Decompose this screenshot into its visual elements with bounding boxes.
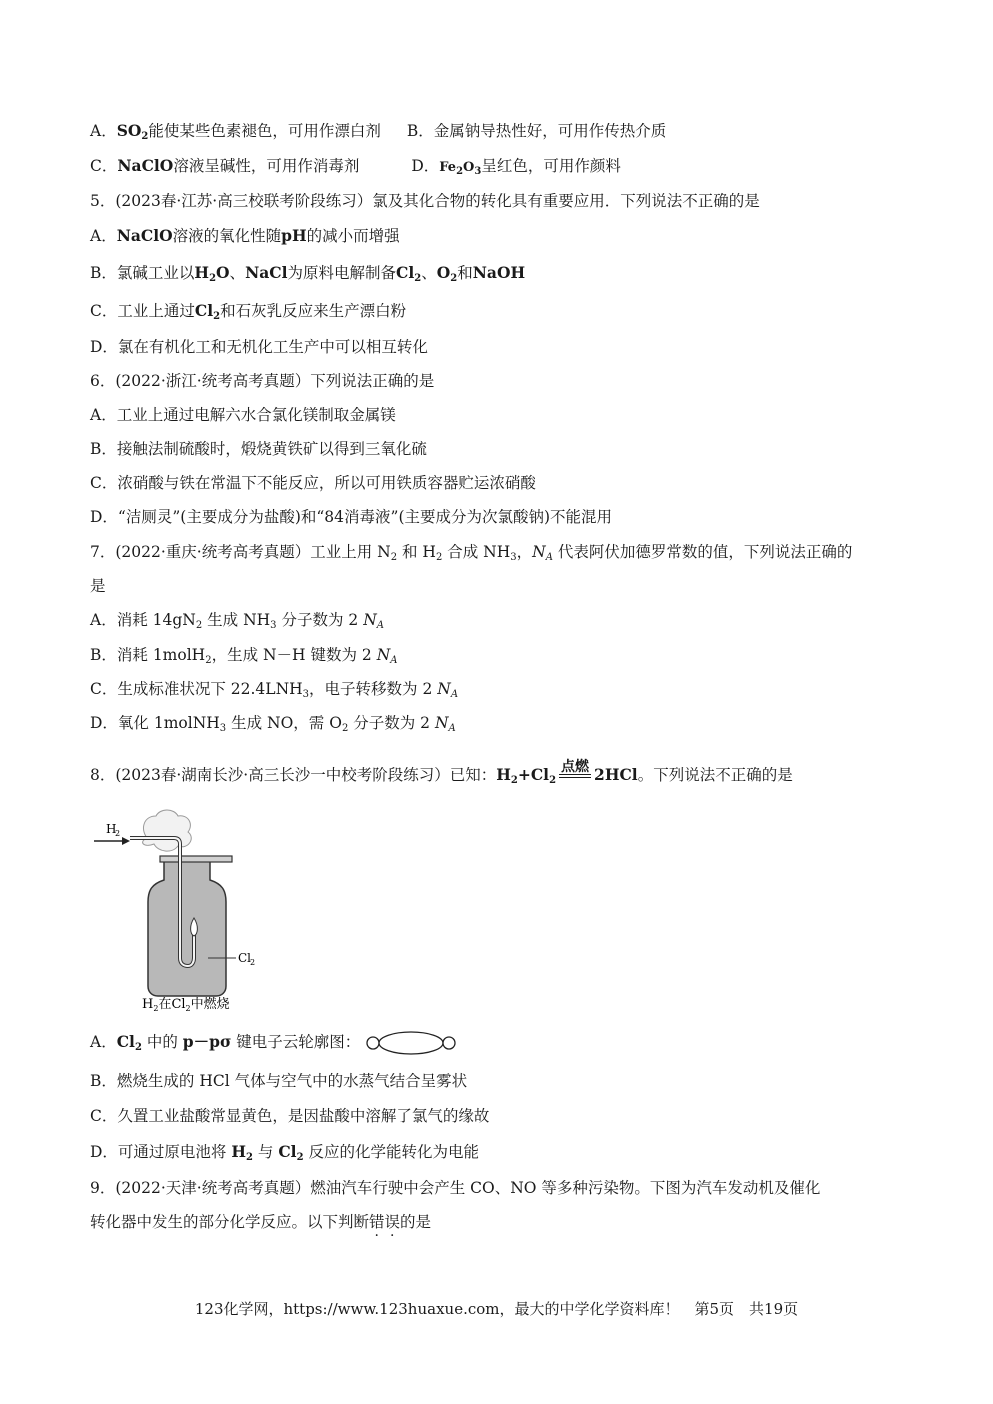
figure-caption: $H_2$在$Cl_2$中燃烧: [142, 997, 230, 1013]
option-row-2: C．NaClO溶液呈碱性，可用作消毒剂 D．$Fe_2O_3$呈红色，可用作颜料: [90, 156, 621, 177]
question-5-stem: 5．(2023春·江苏·高三校联考阶段练习）氯及其化合物的转化具有重要应用．下列说法不正确的是: [90, 192, 760, 210]
reaction-condition: 点燃: [559, 760, 591, 792]
question-5-option-a: A．NaClO溶液的氧化性随pH的减小而增强: [90, 226, 400, 245]
question-9-stem-cont: 转化器中发生的部分化学反应。以下判断错误的是: [90, 1213, 432, 1231]
question-5-option-b: B．氯碱工业以$H_2O$、NaCl为原料电解制备$Cl_2$、$O_2$和NaOH: [90, 263, 526, 284]
question-6-option-c: C．浓硝酸与铁在常温下不能反应，所以可用铁质容器贮运浓硝酸: [90, 474, 536, 492]
formula-so2: SO: [116, 121, 142, 140]
question-7-stem: 7．(2022·重庆·统考高考真题）工业上用 $N_2$ 和 $H_2$ 合成 $NH_3$，$N_A$ 代表阿伏加德罗常数的值，下列说法正确的: [90, 543, 853, 563]
arrow-icon: [122, 837, 130, 845]
question-5-option-c: C．工业上通过$Cl_2$和石灰乳反应来生产漂白粉: [90, 301, 407, 322]
question-7-option-c: C．生成标准状况下 $22.4LNH_3$，电子转移数为 2 $N_A$: [90, 680, 459, 700]
option-c-text: 溶液呈碱性，可用作消毒剂: [173, 157, 360, 175]
smoke-cloud: [143, 810, 192, 851]
question-5-option-d: D．氯在有机化工和无机化工生产中可以相互转化: [90, 338, 428, 356]
question-6-option-b: B．接触法制硫酸时，煅烧黄铁矿以得到三氧化硫: [90, 440, 427, 458]
question-8-option-c: C．久置工业盐酸常显黄色，是因盐酸中溶解了氯气的缘故: [90, 1107, 490, 1125]
question-9-stem: 9．(2022·天津·统考高考真题）燃油汽车行驶中会产生 CO、NO 等多种污染物。下图为汽车发动机及催化: [90, 1179, 821, 1197]
option-a-letter: A．: [90, 122, 117, 140]
option-a-text: 能使某些色素褪色，可用作漂白剂: [148, 122, 381, 140]
formula-naclo: NaClO: [117, 156, 174, 175]
question-8-stem: 8．(2023春·湖南长沙·高三长沙一中校考阶段练习）已知：$H_2+Cl_2$ 点燃 2HCl。下列说法不正确的是: [90, 760, 793, 792]
stopper-plate: [160, 856, 232, 862]
gas-bottle: [148, 858, 226, 996]
option-row-1: A．$SO_2$能使某些色素褪色，可用作漂白剂 B．金属钠导热性好，可用作传热介质: [90, 121, 667, 142]
svg-text:2: 2: [250, 958, 256, 967]
formula-fe2o3: Fe: [439, 160, 457, 175]
svg-text:2: 2: [115, 829, 121, 838]
question-8-option-d: D．可通过原电池将 $H_2$ 与 $Cl_2$ 反应的化学能转化为电能: [90, 1142, 479, 1163]
question-8-option-b: B．燃烧生成的 HCl 气体与空气中的水蒸气结合呈雾状: [90, 1072, 468, 1090]
question-8-option-a: A．$Cl_2$ 中的 p－pσ 键电子云轮廓图：: [90, 1031, 457, 1055]
question-7-option-a: A．消耗 $14gN_2$ 生成 $NH_3$ 分子数为 2 $N_A$: [90, 611, 384, 631]
h2-label: H: [106, 822, 117, 836]
question-7-option-b: B．消耗 1molH$_2$，生成 N－H 键数为 2 $N_A$: [90, 646, 398, 666]
question-6-option-d: D．“洁厕灵”(主要成分为盐酸)和“84消毒液”(主要成分为次氯酸钠)不能混用: [90, 508, 613, 526]
question-7-stem-cont: 是: [90, 577, 106, 595]
option-d-text: 呈红色，可用作颜料: [481, 157, 621, 175]
cl2-label: Cl: [238, 951, 252, 965]
question-6-option-a: A．工业上通过电解六水合氯化镁制取金属镁: [90, 406, 396, 424]
page-footer: 123化学网，https://www.123huaxue.com，最大的中学化学资料库！ 第5页 共19页: [194, 1300, 799, 1318]
question-6-stem: 6．(2022·浙江·统考高考真题）下列说法正确的是: [90, 372, 435, 390]
option-b-text: B．金属钠导热性好，可用作传热介质: [406, 122, 667, 140]
apparatus-figure: [92, 808, 256, 1016]
electron-cloud-diagram: [365, 1031, 457, 1055]
question-7-option-d: D．氧化 1molNH$_3$ 生成 NO，需 $O_2$ 分子数为 2 $N_A$: [90, 714, 456, 734]
